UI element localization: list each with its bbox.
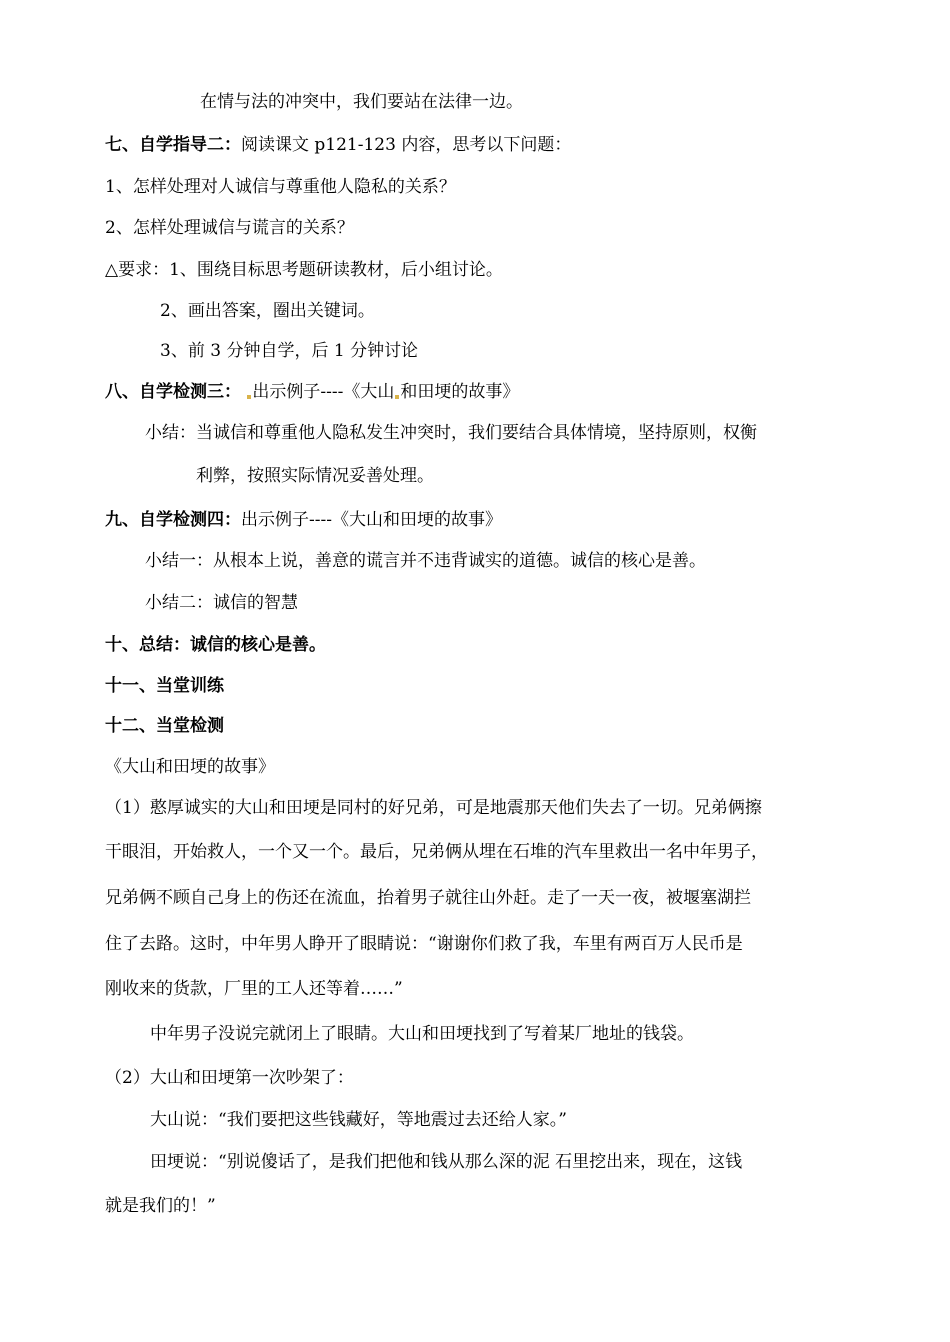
question-2: 2、怎样处理诚信与谎言的关系？ (105, 218, 354, 238)
section-heading-8 (105, 380, 519, 404)
story-title: 《大山和田埂的故事》 (105, 757, 275, 777)
text-line: 在情与法的冲突中，我们要站在法律一边。 (200, 92, 523, 112)
section-heading-11: 十一、当堂训练 (105, 676, 224, 696)
marker-dot (395, 395, 399, 399)
marker-dot (247, 395, 251, 399)
requirement-1: △要求：1、围绕目标思考题研读教材，后小组讨论。 (105, 260, 503, 280)
summary-text: 利弊，按照实际情况妥善处理。 (196, 466, 434, 486)
paragraph-line: 干眼泪，开始救人，一个又一个。最后，兄弟俩从埋在石堆的汽车里救出一名中年男子， (105, 842, 768, 862)
heading-label: 七、自学指导二： (105, 135, 241, 155)
paragraph-line: 中年男子没说完就闭上了眼睛。大山和田埂找到了写着某厂地址的钱袋。 (150, 1024, 694, 1044)
paragraph-line: （1）憨厚诚实的大山和田埂是同村的好兄弟，可是地震那天他们失去了一切。兄弟俩擦 (105, 798, 762, 818)
heading-text-b: 和田埂的故事》 (400, 382, 520, 402)
heading-label: 九、自学检测四： (105, 510, 241, 530)
paragraph-line: （2）大山和田埂第一次吵架了： (105, 1068, 354, 1088)
paragraph-line: 刚收来的货款，厂里的工人还等着……” (105, 979, 403, 999)
heading-text: 阅读课文 p121-123 内容，思考以下问题： (241, 135, 572, 155)
heading-text-a: 出示例子----《大山 (252, 382, 395, 402)
dialogue-line: 田埂说：“别说傻话了，是我们把他和钱从那么深的泥 石里挖出来，现在，这钱 (150, 1152, 743, 1172)
question-1: 1、怎样处理对人诚信与尊重他人隐私的关系？ (105, 177, 456, 197)
section-heading-12: 十二、当堂检测 (105, 716, 224, 736)
summary-text: 小结：当诚信和尊重他人隐私发生冲突时，我们要结合具体情境，坚持原则，权衡 (145, 423, 757, 443)
requirement-2: 2、画出答案，圈出关键词。 (160, 301, 375, 321)
section-heading-10: 十、总结：诚信的核心是善。 (105, 635, 326, 655)
section-heading-7 (105, 133, 571, 157)
paragraph-line: 住了去路。这时，中年男人睁开了眼睛说：“谢谢你们救了我，车里有两百万人民币是 (105, 934, 743, 954)
heading-label: 八、自学检测三： (105, 382, 241, 402)
dialogue-line: 大山说：“我们要把这些钱藏好，等地震过去还给人家。” (150, 1110, 567, 1130)
paragraph-line: 兄弟俩不顾自己身上的伤还在流血，抬着男子就往山外赶。走了一天一夜，被堰塞湖拦 (105, 888, 751, 908)
dialogue-line: 就是我们的！” (105, 1196, 216, 1216)
section-heading-9 (105, 508, 502, 532)
heading-text: 出示例子----《大山和田埂的故事》 (241, 510, 502, 530)
summary-text: 小结二：诚信的智慧 (145, 593, 298, 613)
summary-text: 小结一：从根本上说，善意的谎言并不违背诚实的道德。诚信的核心是善。 (145, 551, 706, 571)
requirement-3: 3、前 3 分钟自学，后 1 分钟讨论 (160, 341, 419, 361)
